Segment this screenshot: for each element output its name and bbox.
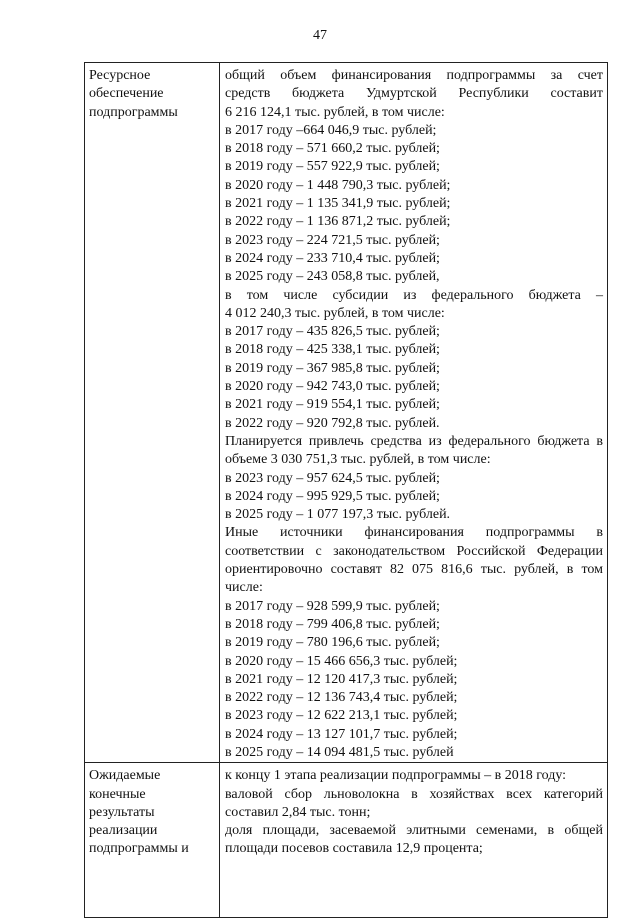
content-line: объеме 3 030 751,3 тыс. рублей, в том числе: [225, 452, 491, 468]
content-line: в 2022 году – 1 136 871,2 тыс. рублей; [225, 214, 451, 230]
content-line: общий объем финансирования подпрограммы за счет [225, 68, 603, 83]
content-line: в 2025 году – 243 058,8 тыс. рублей, [225, 269, 440, 285]
content-line: в 2019 году – 557 922,9 тыс. рублей; [225, 159, 440, 175]
content-line: ориентировочно составят 82 075 816,6 тыс. рублей, в том [225, 562, 603, 578]
content-line: в 2021 году – 1 135 341,9 тыс. рублей; [225, 196, 451, 212]
content-line: соответствии с законодательством Российской Федерации [225, 543, 603, 559]
content-line: Планируется привлечь средства из федерального бюджета в [225, 433, 603, 449]
row-label-line: обеспечение [89, 86, 164, 102]
content-line: Иные источники финансирования подпрограммы в [225, 525, 603, 541]
row-content-cell [220, 63, 608, 763]
content-line: составил 2,84 тыс. тонн; [225, 804, 371, 820]
page-number: 47 [313, 28, 327, 43]
content-line: в 2019 году – 780 196,6 тыс. рублей; [225, 635, 440, 651]
row-content-cell [220, 763, 608, 918]
row-label-line: Ожидаемые [89, 768, 161, 784]
content-line: в 2023 году – 12 622 213,1 тыс. рублей; [225, 708, 458, 724]
row-label-line: Ресурсное [89, 68, 151, 83]
content-line: валовой сбор льноволокна в хозяйствах всех категорий [225, 786, 603, 802]
content-line: в 2023 году – 224 721,5 тыс. рублей; [225, 232, 440, 248]
content-line: в 2022 году – 12 136 743,4 тыс. рублей; [225, 690, 458, 706]
content-line: в 2024 году – 13 127 101,7 тыс. рублей; [225, 726, 458, 742]
content-line: в 2018 году – 425 338,1 тыс. рублей; [225, 342, 440, 358]
content-line: 6 216 124,1 тыс. рублей, в том числе: [225, 104, 445, 120]
content-line: средств бюджета Удмуртской Республики составит [225, 86, 603, 102]
content-line: в 2020 году – 1 448 790,3 тыс. рублей; [225, 177, 451, 193]
content-line: в 2020 году – 942 743,0 тыс. рублей; [225, 379, 440, 395]
content-line: в 2018 году – 799 406,8 тыс. рублей; [225, 616, 440, 632]
row-label-line: подпрограммы и [89, 841, 189, 857]
content-line: доля площади, засеваемой элитными семенами, в общей [225, 823, 603, 839]
content-line: в 2023 году – 957 624,5 тыс. рублей; [225, 470, 440, 486]
row-label-cell [85, 763, 220, 918]
content-line: площади посевов составила 12,9 процента; [225, 841, 483, 857]
content-line: в 2024 году – 995 929,5 тыс. рублей; [225, 488, 440, 504]
content-line: в 2020 году – 15 466 656,3 тыс. рублей; [225, 653, 458, 669]
content-line: в 2018 году – 571 660,2 тыс. рублей; [225, 141, 440, 157]
table-row-expected-results [85, 763, 608, 918]
row-label-line: результаты [89, 804, 155, 820]
row-label-line: подпрограммы [89, 104, 178, 120]
row-label-cell [85, 63, 220, 763]
content-line: числе: [225, 580, 263, 596]
content-line: в 2025 году – 14 094 481,5 тыс. рублей [225, 744, 454, 760]
content-line: в 2017 году – 928 599,9 тыс. рублей; [225, 598, 440, 614]
content-line: в 2025 году – 1 077 197,3 тыс. рублей. [225, 507, 451, 523]
content-line: в 2024 году – 233 710,4 тыс. рублей; [225, 250, 440, 266]
row-label-line: реализации [89, 823, 158, 839]
content-line: к концу 1 этапа реализации подпрограммы – в 2018 году: [225, 768, 567, 784]
table-row-resource-provision [85, 63, 608, 763]
content-line: в 2021 году – 12 120 417,3 тыс. рублей; [225, 671, 458, 687]
row-label-line: конечные [89, 786, 146, 802]
content-line: в 2017 году – 435 826,5 тыс. рублей; [225, 324, 440, 340]
content-line: в том числе субсидии из федерального бюджета – [225, 287, 603, 303]
content-line: в 2019 году – 367 985,8 тыс. рублей; [225, 360, 440, 376]
passport-table [84, 62, 608, 918]
content-line: в 2017 году –664 046,9 тыс. рублей; [225, 122, 437, 138]
content-line: в 2021 году – 919 554,1 тыс. рублей; [225, 397, 440, 413]
content-line: в 2022 году – 920 792,8 тыс. рублей. [225, 415, 440, 431]
content-line: 4 012 240,3 тыс. рублей, в том числе: [225, 305, 445, 321]
